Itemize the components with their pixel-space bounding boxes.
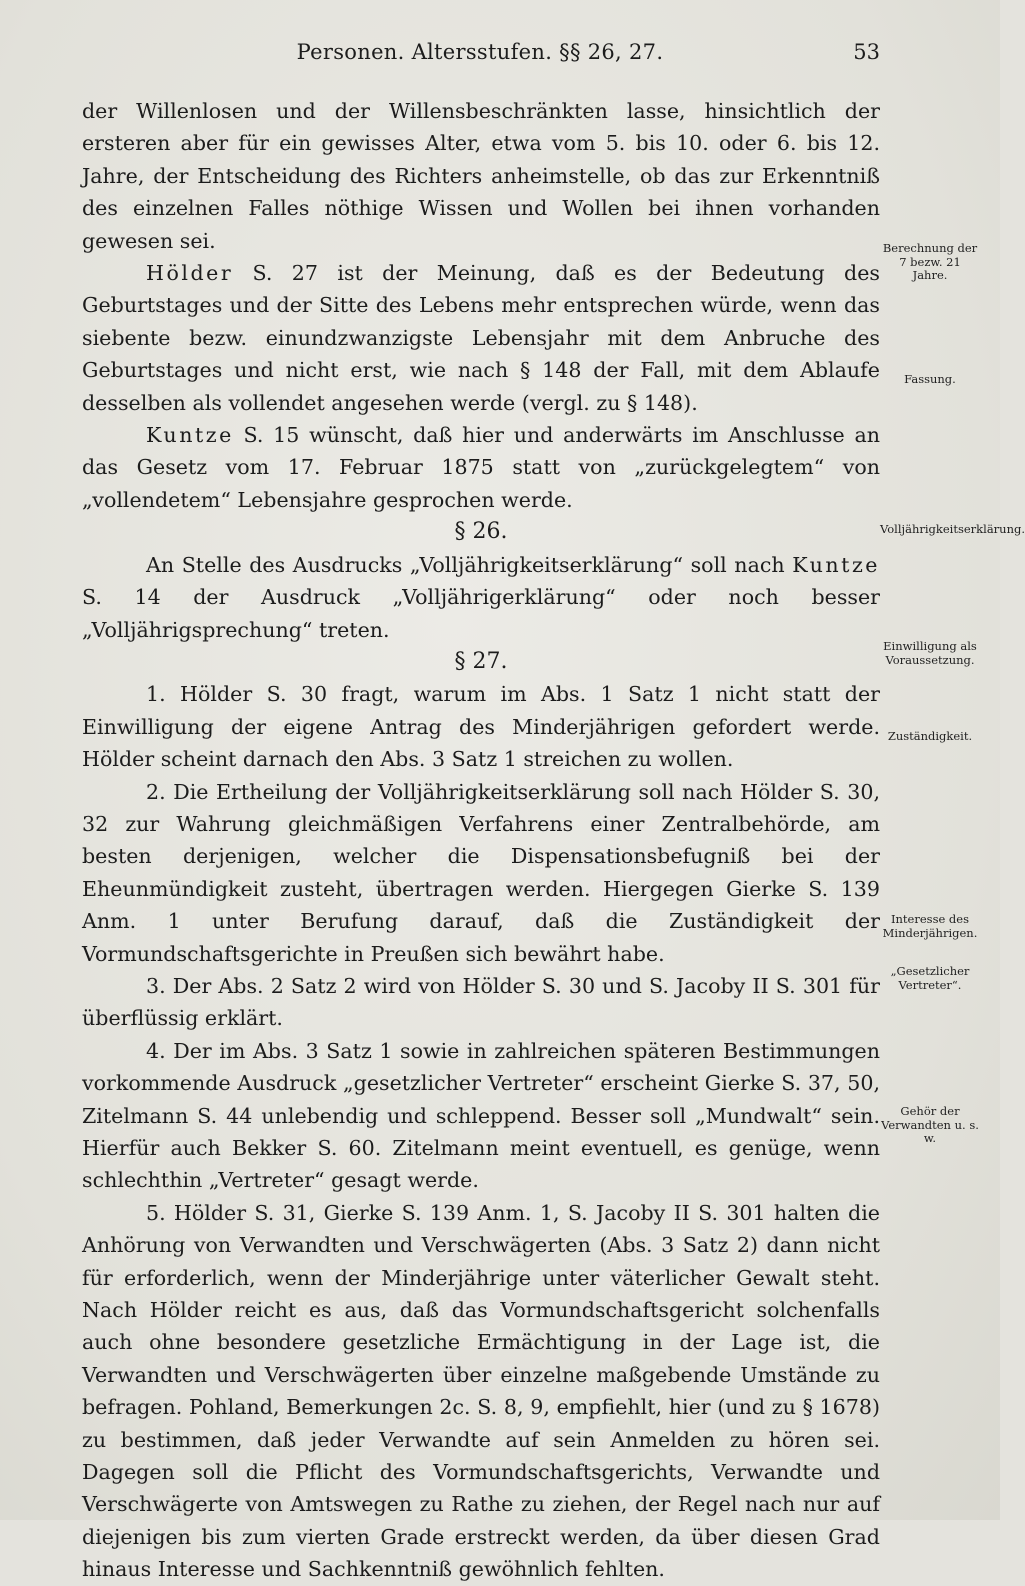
- margin-note-berechnung: Berechnung der 7 bezw. 21 Jahre.: [882, 241, 978, 282]
- section-heading-27: § 27.: [454, 648, 508, 674]
- margin-note-einwilligung: Einwilligung als Voraussetzung.: [883, 639, 977, 667]
- paragraph-item-4: 4. Der im Abs. 3 Satz 1 sowie in zahlreichen späteren Bestimmungen vorkommende Ausdruck „gesetzlicher Vertreter“ erscheint Gierke S. 37, 50, Zitelmann S. 44 unlebendig und schleppend. Besser soll „Mundwalt“ sein. Hierfür auch Bekker S. 60. Zitelmann meint eventuell, es genüge, wenn schlechthin „Vertreter“ gesagt werde.: [82, 1038, 880, 1193]
- paragraph-text: An Stelle des Ausdrucks „Volljährigkeitserklärung“ soll nach: [146, 552, 793, 577]
- paragraph-item-2: 2. Die Ertheilung der Volljährigkeitserklärung soll nach Hölder S. 30, 32 zur Wahrung gleichmäßigen Verfahrens einer Zentralbehörde, am besten derjenigen, welcher die Dispensationsbefugniß bei der Eheunmündigkeit zusteht, übertragen werden. Hiergegen Gierke S. 139 Anm. 1 unter Berufung darauf, daß die Zuständigkeit der Vormundschaftsgerichte in Preußen sich bewährt habe.: [82, 779, 880, 966]
- paragraph-section-26: [82, 549, 880, 646]
- margin-note-gehoer: Gehör der Verwandten u. s. w.: [881, 1104, 979, 1145]
- margin-note-fassung: Fassung.: [904, 372, 956, 386]
- paragraph-text: S. 15 wünscht, daß hier und anderwärts im Anschlusse an das Gesetz vom 17. Februar 1875 statt von „zurückgelegtem“ von „vollendetem“ Lebensjahre gesprochen werde.: [82, 423, 880, 512]
- author-name: Kuntze: [792, 552, 880, 577]
- main-text: [82, 95, 880, 1586]
- page-header: [80, 40, 880, 74]
- paragraph-hoelder-note: [82, 257, 880, 419]
- margin-note-zustaendigkeit: Zuständigkeit.: [887, 729, 973, 743]
- author-name: Hölder: [146, 261, 234, 286]
- paragraph-text: S. 14 der Ausdruck „Volljährigerklärung“ oder noch besser „Volljährigsprechung“ treten.: [82, 585, 880, 642]
- margin-note-interesse: Interesse des Minderjährigen.: [882, 912, 978, 940]
- paragraph-kuntze-note: [82, 419, 880, 516]
- margin-note-vertreter: „Gesetzlicher Vertreter“.: [890, 964, 970, 992]
- paragraph-continuation: der Willenlosen und der Willensbeschränkten lasse, hinsichtlich der ersteren aber für ein gewisses Alter, etwa vom 5. bis 10. oder 6. bis 12. Jahre, der Entscheidung des Richters anheimstelle, ob das zur Erkenntniß des einzelnen Falles nöthige Wissen und Wollen bei ihnen vorhanden gewesen sei.: [82, 99, 880, 253]
- paragraph-text: S. 27 ist der Meinung, daß es der Bedeutung des Geburtstages und der Sitte des Lebens mehr entsprechen würde, wenn das siebente bezw. einundzwanzigste Lebensjahr mit dem Anbruche des Geburtstages und nicht erst, wie nach § 148 der Fall, mit dem Ablaufe desselben als vollendet angesehen werde (vergl. zu § 148).: [82, 261, 880, 415]
- section-heading-26: § 26.: [454, 519, 508, 545]
- page-number: 53: [853, 40, 880, 64]
- paragraph-item-1: 1. Hölder S. 30 fragt, warum im Abs. 1 Satz 1 nicht statt der Einwilligung der eigene Antrag des Minderjährigen gefordert werde. Hölder scheint darnach den Abs. 3 Satz 1 streichen zu wollen.: [82, 682, 880, 772]
- author-name: Kuntze: [146, 423, 234, 448]
- paragraph-item-5: 5. Hölder S. 31, Gierke S. 139 Anm. 1, S. Jacoby II S. 301 halten die Anhörung von Verwandten und Verschwägerten (Abs. 3 Satz 2) dann nicht für erforderlich, wenn der Minderjährige unter väterlicher Gewalt steht. Nach Hölder reicht es aus, daß das Vormundschaftsgericht solchenfalls auch ohne besondere gesetzliche Ermächtigung in der Lage ist, die Verwandten und Verschwägerten über einzelne maßgebende Umstände zu befragen. Pohland, Bemerkungen 2c. S. 8, 9, empfiehlt, hier (und zu § 1678) zu bestimmen, daß jeder Verwandte auf sein Anmelden zu hören sei. Dagegen soll die Pflicht des Vormundschaftsgerichts, Verwandte und Verschwägerte von Amtswegen zu Rathe zu ziehen, der Regel nach nur auf diejenigen bis zum vierten Grade erstreckt werden, da über diesen Grad hinaus Interesse und Sachkenntniß gewöhnlich fehlten.: [82, 1200, 880, 1582]
- paragraph-item-3: 3. Der Abs. 2 Satz 2 wird von Hölder S. 30 und S. Jacoby II S. 301 für überflüssig erklärt.: [82, 973, 880, 1031]
- margin-note-volljaehrigkeitserklaerung: Volljährigkeitserklärung.: [880, 522, 1025, 536]
- running-head: Personen. Altersstufen. §§ 26, 27.: [296, 40, 664, 64]
